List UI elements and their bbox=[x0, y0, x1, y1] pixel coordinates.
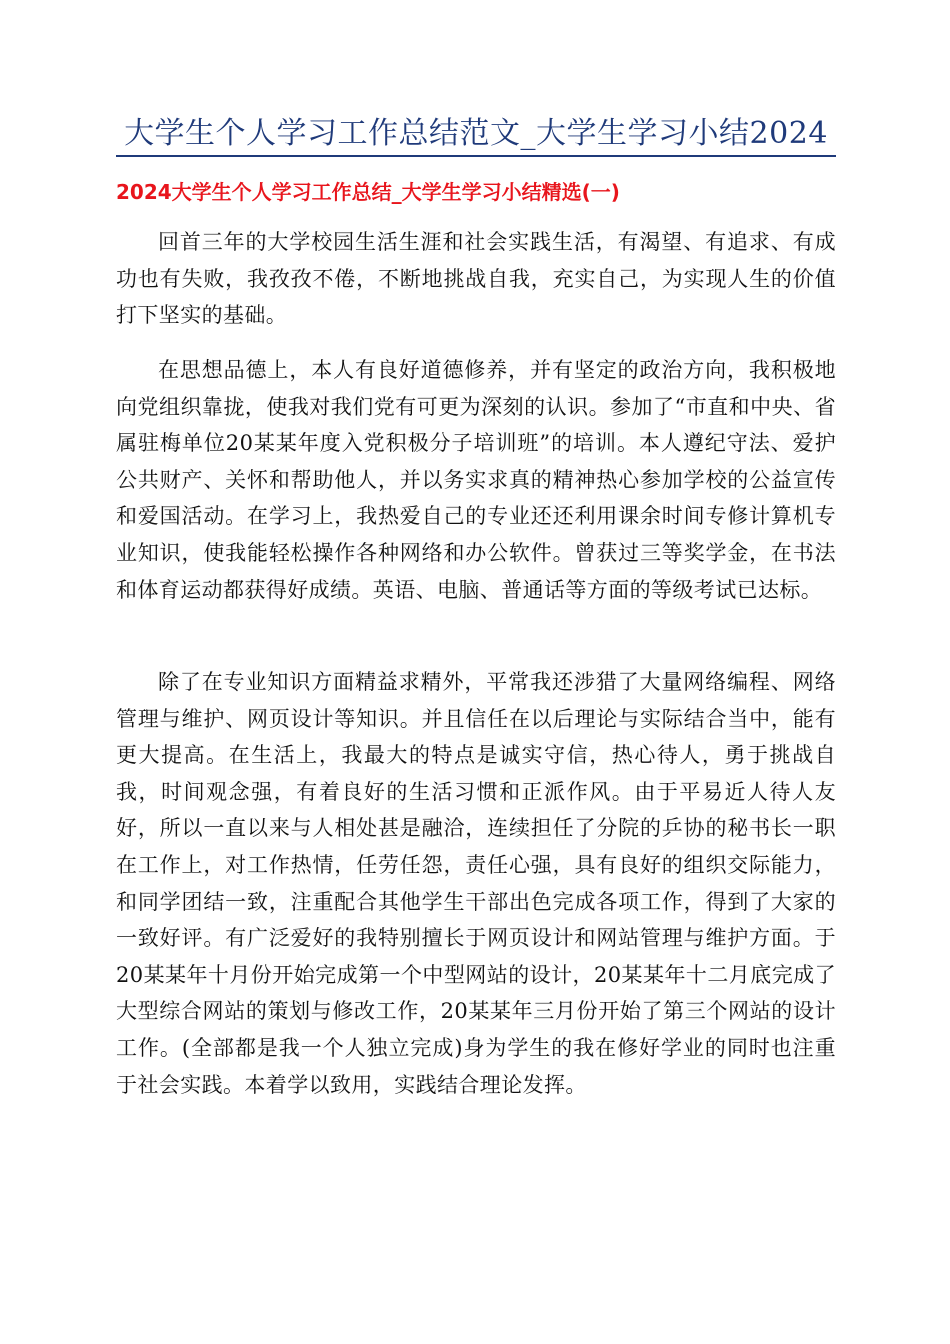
body-paragraph: 回首三年的大学校园生活生涯和社会实践生活，有渴望、有追求、有成功也有失败，我孜孜不倦，不断地挑战自我，充实自己，为实现人生的价值打下坚实的基础。 bbox=[116, 230, 836, 328]
body-paragraph: 在思想品德上，本人有良好道德修养，并有坚定的政治方向，我积极地向党组织靠拢，使我对我们党有可更为深刻的认识。参加了“市直和中央、省属驻梅单位20某某年度入党积极分子培训班”的培训。本人遵纪守法、爱护公共财产、关怀和帮助他人，并以务实求真的精神热心参加学校的公益宣传和爱国活动。在学习上，我热爱自己的专业还还利用课余时间专修计算机专业知识，使我能轻松操作各种网络和办公软件。曾获过三等奖学金，在书法和体育运动都获得好成绩。英语、电脑、普通话等方面的等级考试已达标。 bbox=[116, 358, 836, 602]
section-heading: 2024大学生个人学习工作总结_大学生学习小结精选(一) bbox=[116, 180, 620, 204]
title-underline-divider bbox=[116, 155, 836, 157]
document-title: 大学生个人学习工作总结范文_大学生学习小结2024 bbox=[124, 116, 828, 151]
body-paragraph: 除了在专业知识方面精益求精外，平常我还涉猎了大量网络编程、网络管理与维护、网页设计等知识。并且信任在以后理论与实际结合当中，能有更大提高。在生活上，我最大的特点是诚实守信，热心待人，勇于挑战自我，时间观念强，有着良好的生活习惯和正派作风。由于平易近人待人友好，所以一直以来与人相处甚是融洽，连续担任了分院的乒协的秘书长一职在工作上，对工作热情，任劳任怨，责任心强，具有良好的组织交际能力，和同学团结一致，注重配合其他学生干部出色完成各项工作，得到了大家的一致好评。有广泛爱好的我特别擅长于网页设计和网站管理与维护方面。于20某某年十月份开始完成第一个中型网站的设计，20某某年十二月底完成了大型综合网站的策划与修改工作，20某某年三月份开始了第三个网站的设计工作。(全部都是我一个人独立完成)身为学生的我在修好学业的同时也注重于社会实践。本着学以致用，实践结合理论发挥。 bbox=[116, 670, 836, 1097]
